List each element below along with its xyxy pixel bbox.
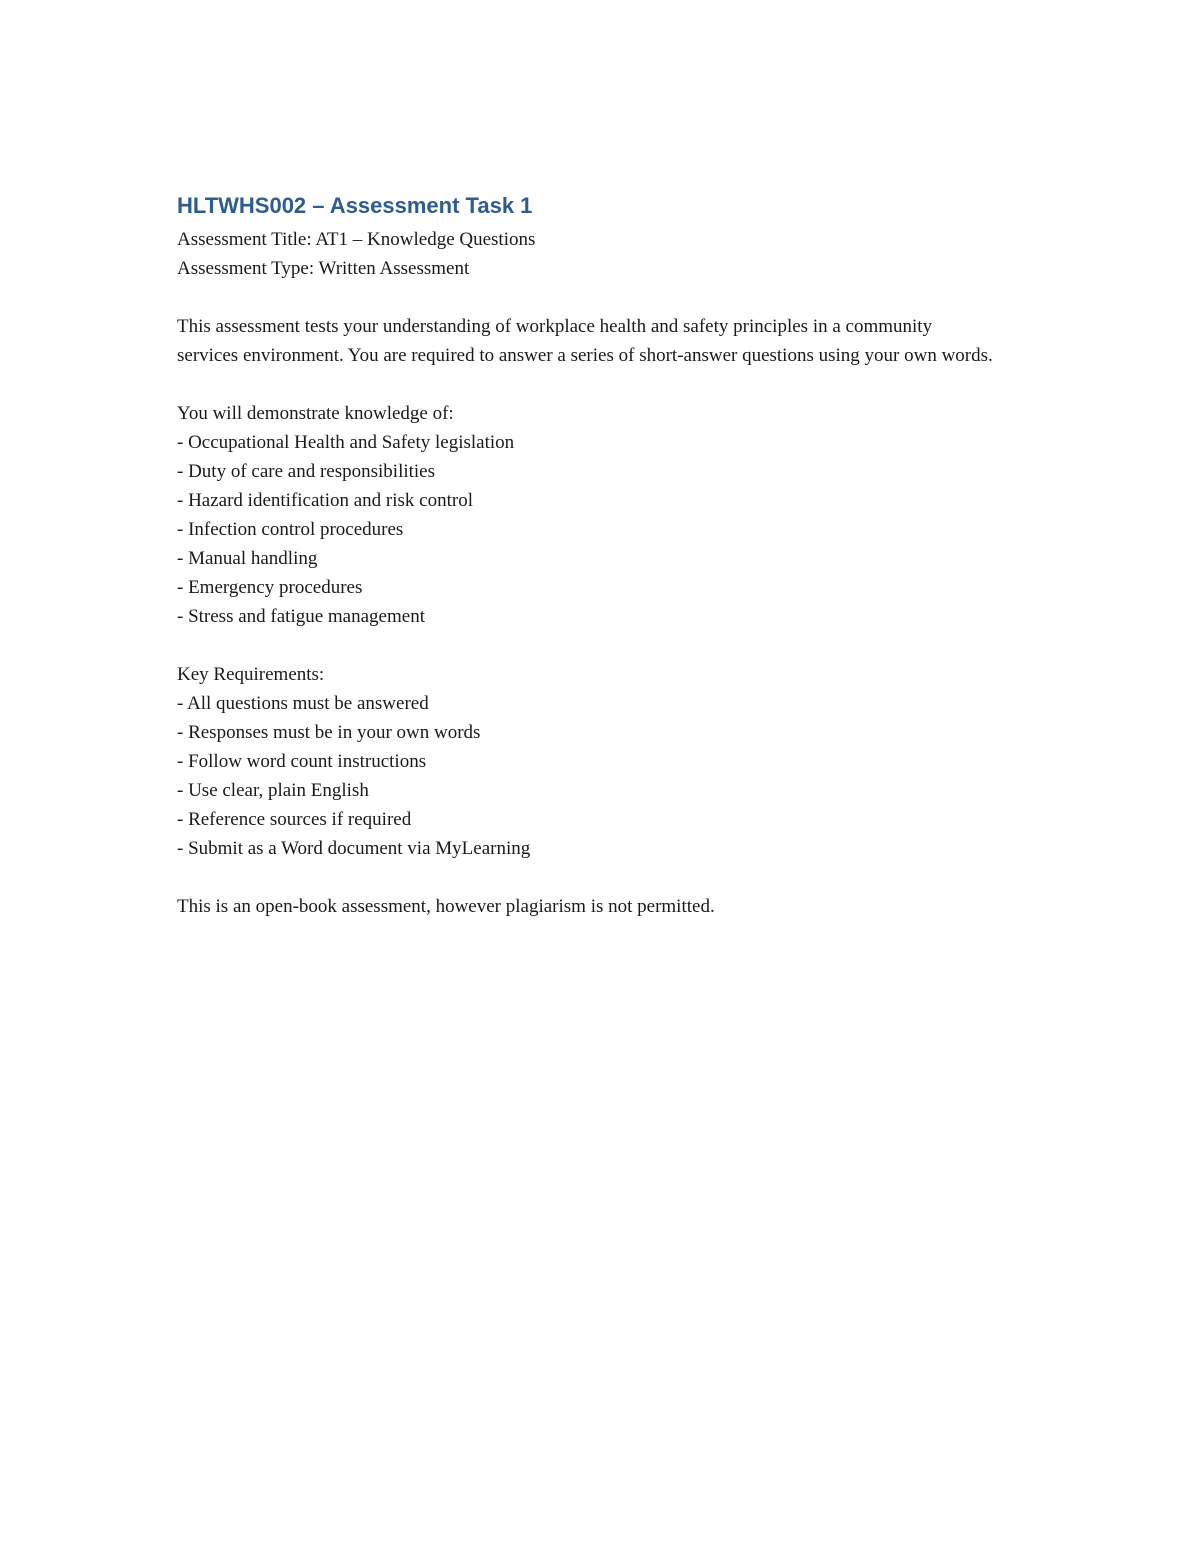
requirements-list — [177, 689, 1037, 863]
document-body — [177, 190, 1037, 921]
list-item: - Use clear, plain English — [177, 780, 369, 801]
closing-paragraph: This is an open-book assessment, however plagiarism is not permitted. — [177, 896, 715, 917]
list-item: - Hazard identification and risk control — [177, 490, 473, 511]
intro-paragraph: This assessment tests your understanding of workplace health and safety principles in a community services environment. You are required to answer a series of short-answer questions using your own words. — [177, 316, 993, 366]
knowledge-list — [177, 428, 1037, 631]
list-item: - Submit as a Word document via MyLearning — [177, 838, 531, 859]
spacer — [177, 370, 1037, 399]
list-item: - Stress and fatigue management — [177, 606, 425, 627]
document-title: HLTWHS002 – Assessment Task 1 — [177, 193, 533, 218]
spacer — [177, 863, 1037, 892]
spacer — [177, 631, 1037, 660]
assessment-title: Assessment Title: AT1 – Knowledge Questions — [177, 229, 536, 250]
list-item: - Infection control procedures — [177, 519, 404, 540]
spacer — [177, 283, 1037, 312]
list-item: - Occupational Health and Safety legislation — [177, 432, 515, 453]
list-item: - All questions must be answered — [177, 693, 429, 714]
assessment-type: Assessment Type: Written Assessment — [177, 258, 470, 279]
list-item: - Duty of care and responsibilities — [177, 461, 436, 482]
list-item: - Follow word count instructions — [177, 751, 427, 772]
list-item: - Emergency procedures — [177, 577, 363, 598]
requirements-heading: Key Requirements: — [177, 664, 325, 685]
knowledge-heading: You will demonstrate knowledge of: — [177, 403, 454, 424]
list-item: - Manual handling — [177, 548, 318, 569]
list-item: - Responses must be in your own words — [177, 722, 481, 743]
list-item: - Reference sources if required — [177, 809, 412, 830]
